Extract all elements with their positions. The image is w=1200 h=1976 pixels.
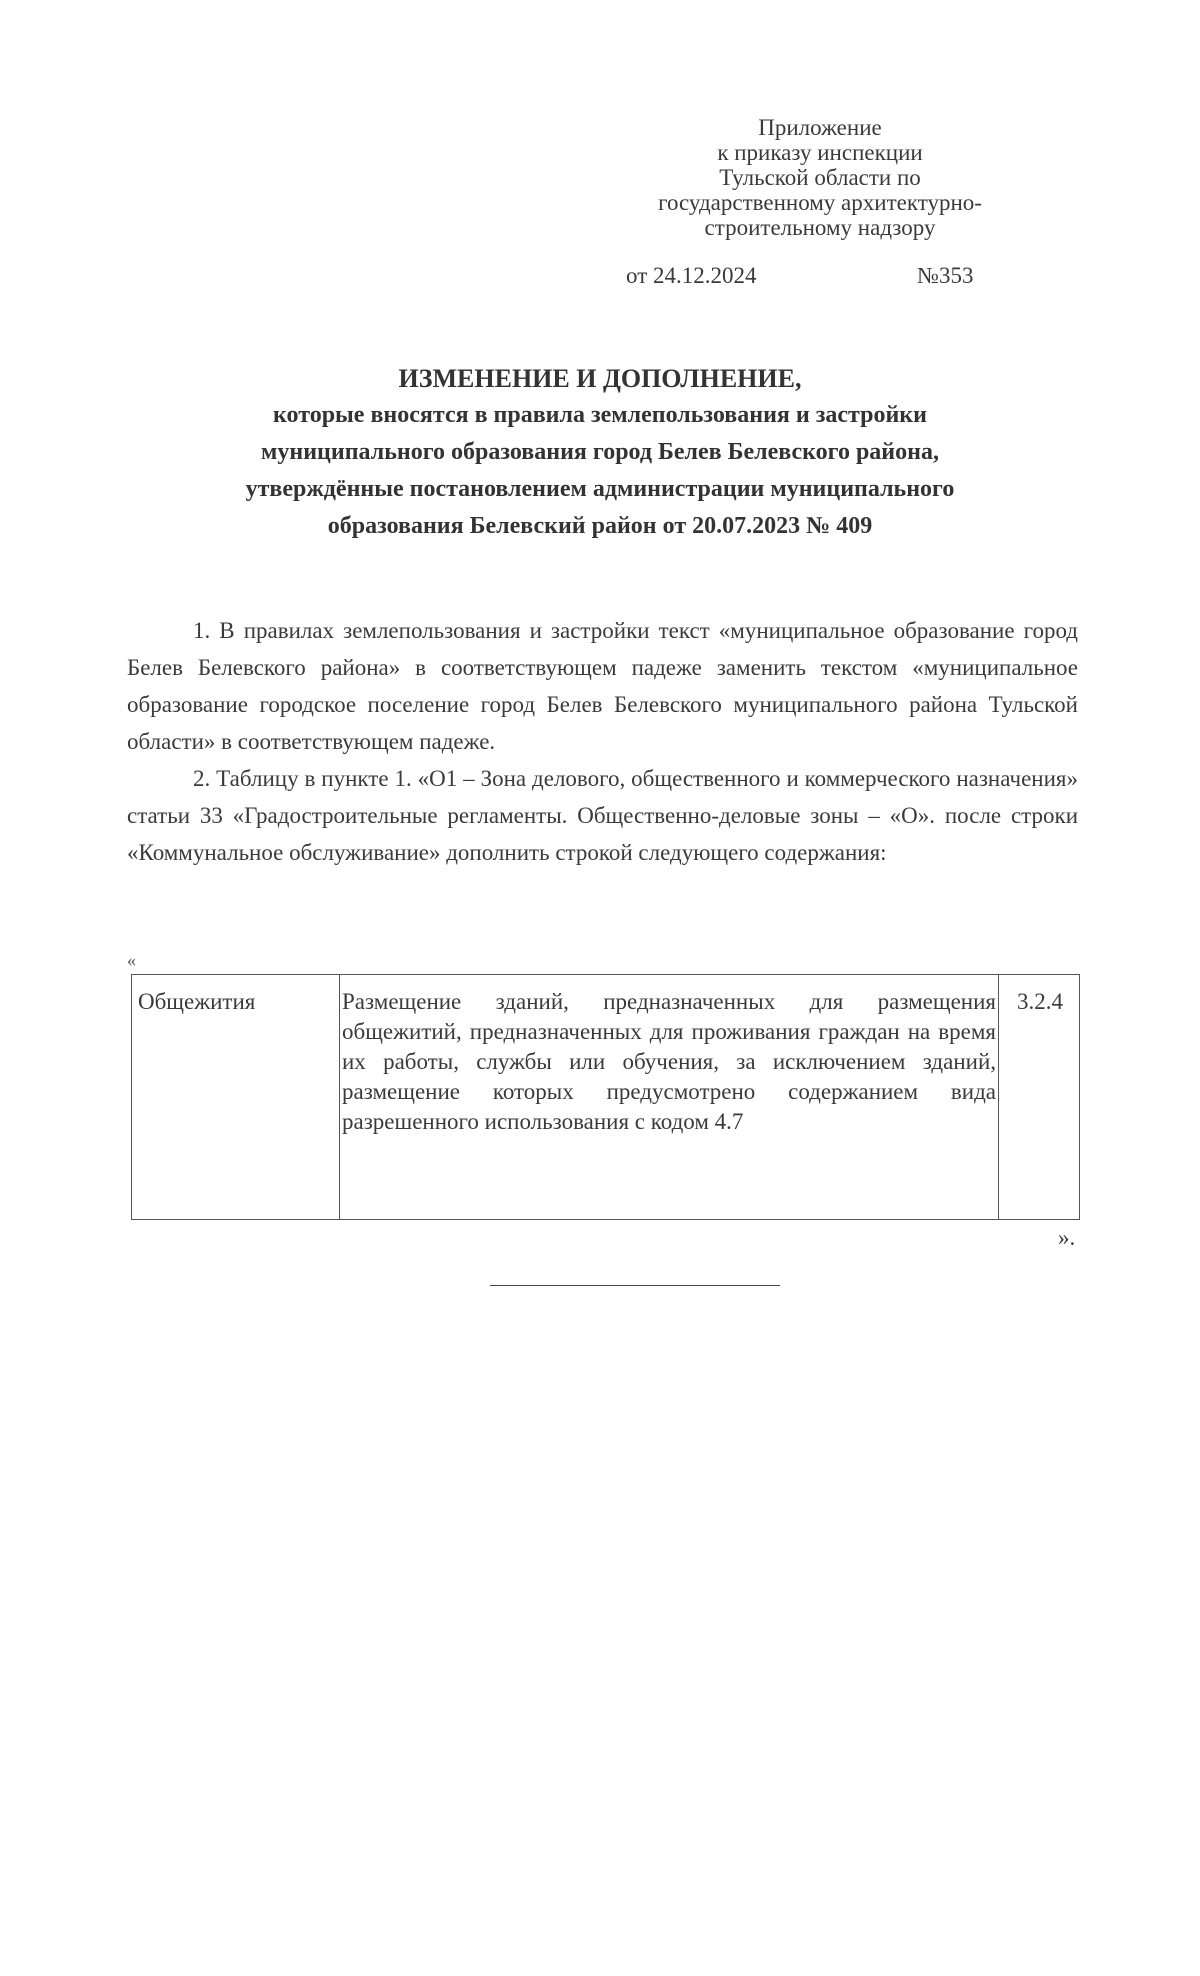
heading-line: которые вносятся в правила землепользования и застройки [273,402,927,428]
appendix-block [600,115,1040,240]
appendix-line: Тульской области по [719,165,921,190]
heading-line: утверждённые постановлением администрации муниципального [245,476,955,502]
paragraph-2: 2. Таблицу в пункте 1. «О1 – Зона делового, общественного и коммерческого назначения» статьи 33 «Градостроительные регламенты. Общественно-деловые зоны – «О». после строки «Коммунальное обслуживание» дополнить строкой следующего содержания: [127,766,1078,865]
appendix-line: государственному архитектурно- [658,190,982,215]
document-heading [120,360,1080,545]
end-rule [490,1285,780,1286]
appendix-line: к приказу инспекции [717,140,923,165]
usage-code-cell: 3.2.4 [999,975,1080,1220]
heading-line: образования Белевский район от 20.07.2023 № 409 [327,513,873,539]
usage-name-cell: Общежития [132,975,340,1220]
paragraph-1: 1. В правилах землепользования и застройки текст «муниципальное образование город Белев Белевского района» в соответствующем падеже заменить текстом «муниципальное образование городское поселение город Белев Белевского муниципального района Тульской области» в соответствующем падеже. [127,618,1078,754]
order-date: от 24.12.2024 [626,263,757,288]
close-quote: ». [1058,1225,1076,1250]
open-quote: « [127,950,136,970]
table-row [132,975,1080,1220]
appendix-line: Приложение [758,115,882,140]
document-title: ИЗМЕНЕНИЕ И ДОПОЛНЕНИЕ, [398,364,802,393]
regulation-table [131,974,1080,1220]
order-number: №353 [917,263,974,288]
appendix-line: строительному надзору [704,215,936,240]
heading-line: муниципального образования город Белев Белевского района, [261,439,939,465]
body-text [127,612,1078,871]
usage-description-cell: Размещение зданий, предназначенных для размещения общежитий, предназначенных для проживания граждан на время их работы, службы или обучения, за исключением зданий, размещение которых предусмотрено содержанием вида разрешенного использования с кодом 4.7 [340,975,999,1220]
